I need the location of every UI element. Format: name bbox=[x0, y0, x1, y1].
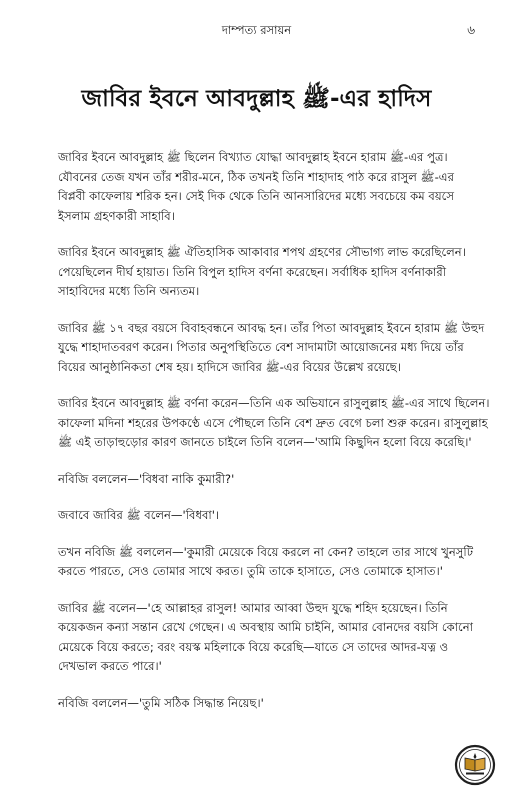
text-line: বিপ্লবী কাফেলায় শরিক হন। সেই দিক থেকে তিনি আনসারিদের মধ্যে সবচেয়ে কম বয়সে bbox=[58, 189, 454, 203]
logo-book-left bbox=[465, 758, 475, 771]
text-line: ﷺ এই তাড়াহুড়োর কারণ জানতে চাইলে তিনি বলেন—'আমি কিছুদিন হলো বিয়ে করেছি।' bbox=[58, 435, 472, 449]
body-text bbox=[58, 148, 490, 730]
text-line: জাবির ﷺ ১৭ বছর বয়সে বিবাহবন্ধনে আবদ্ধ হন। তাঁর পিতা আবদুল্লাহ ইবনে হারাম ﷺ উহুদ bbox=[58, 320, 485, 335]
text-line: কয়েকজন কন্যা সন্তান রেখে গেছেন। এ অবস্থায় আমি চাইনি, আমার বোনদের বয়সি কোনো bbox=[58, 620, 473, 634]
paragraph-5 bbox=[58, 470, 466, 490]
chapter-title: জাবির ইবনে আবদুল্লাহ ﷺ-এর হাদিস bbox=[81, 86, 432, 112]
text-line: কাফেলা মদিনা শহরের উপকণ্ঠে এসে পৌছলে তিনি বেশ দ্রুত বেগে চলা শুরু করেন। রাসুলুল্লাহ bbox=[58, 415, 488, 430]
text-line: নবিজি বললেন—'বিধবা নাকি কুমারী?' bbox=[58, 471, 235, 486]
paragraph-4 bbox=[58, 394, 490, 453]
text-line: করতে পারতে, সেও তোমার সাথে করত। তুমি তাকে হাসাতে, সেও তোমাকে হাসাত।' bbox=[58, 564, 443, 578]
text-line: জাবির ইবনে আবদুল্লাহ ﷺ বর্ণনা করেন—তিনি এক অভিযানে রাসুলুল্লাহ ﷺ-এর সাথে ছিলেন। bbox=[58, 396, 490, 410]
text-line: যৌবনের তেজ যখন তাঁর শরীর-মনে, ঠিক তখনই তিনি শাহাদাহ পাঠ করে রাসুল ﷺ-এর bbox=[58, 169, 454, 184]
text-line: ইসলাম গ্রহণকারী সাহাবি। bbox=[58, 208, 175, 223]
book-logo-icon bbox=[454, 744, 496, 786]
text-line: নবিজি বললেন—'তুমি সঠিক সিদ্ধান্ত নিয়েছ।' bbox=[58, 695, 264, 710]
running-title: দাম্পত্য রসায়ন bbox=[221, 23, 292, 37]
paragraph-8 bbox=[58, 599, 473, 677]
text-line: তখন নবিজি ﷺ বললেন—'কুমারী মেয়েকে বিয়ে করলে না কেন? তাহলে তার সাথে খুনসুটি bbox=[58, 544, 474, 559]
paragraph-7 bbox=[58, 543, 474, 582]
page-header bbox=[0, 22, 513, 44]
paragraph-6 bbox=[58, 506, 466, 526]
text-line: পেয়েছিলেন দীর্ঘ হায়াত। তিনি বিপুল হাদিস বর্ণনা করেছেন। সর্বাধিক হাদিস বর্ণনাকারী bbox=[58, 264, 447, 279]
text-line: জাবির ইবনে আবদুল্লাহ ﷺ ছিলেন বিখ্যাত যোদ্ধা আবদুল্লাহ ইবনে হারাম ﷺ-এর পুত্র। bbox=[58, 150, 448, 164]
paragraph-3 bbox=[58, 319, 485, 378]
paragraph-2 bbox=[58, 243, 466, 302]
text-line: বিয়ের আনুষ্ঠানিকতা শেষ হয়। হাদিসে জাবির ﷺ-এর বিয়ের উল্লেখ রয়েছে। bbox=[58, 359, 401, 374]
logo-base bbox=[466, 773, 484, 775]
paragraph-9 bbox=[58, 694, 466, 714]
logo-book-right bbox=[475, 758, 485, 771]
paragraph-1 bbox=[58, 148, 466, 226]
text-line: জাবির ﷺ বলেন—'হে আল্লাহর রাসুল! আমার আব্বা উহুদ যুদ্ধে শহিদ হয়েছেন। তিনি bbox=[58, 600, 448, 615]
text-line: সাহাবিদের মধ্যে তিনি অন্যতম। bbox=[58, 284, 200, 298]
text-line: যুদ্ধে শাহাদাতবরণ করেন। পিতার অনুপস্থিতিতে বেশ সাদামাটা আয়োজনের মধ্য দিয়ে তাঁর bbox=[58, 340, 464, 354]
text-line: দেখভাল করতে পারে।' bbox=[58, 659, 162, 673]
page-number: ৬ bbox=[467, 23, 475, 37]
text-line: জবাবে জাবির ﷺ বলেন—'বিধবা'। bbox=[58, 508, 220, 522]
text-line: জাবির ইবনে আবদুল্লাহ ﷺ ঐতিহাসিক আকাবার শপথ গ্রহণের সৌভাগ্য লাভ করেছিলেন। bbox=[58, 245, 466, 259]
text-line: মেয়েকে বিয়ে করতে; বরং বয়স্ক মহিলাকে বিয়ে করেছি—যাতে সে তাদের আদর-যত্ন ও bbox=[58, 639, 449, 654]
